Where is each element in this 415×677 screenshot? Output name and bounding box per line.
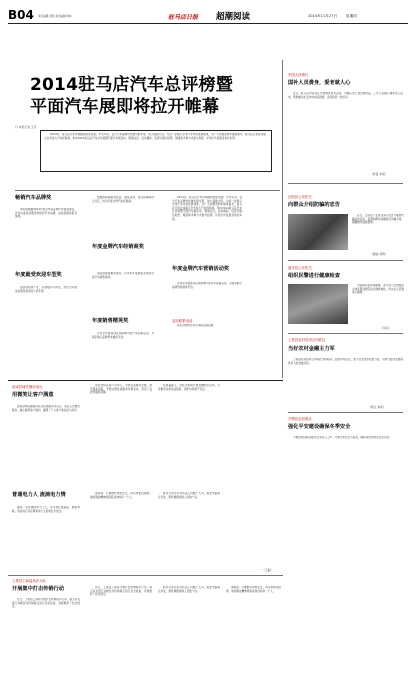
story-a-text xyxy=(12,405,80,485)
story2-photo xyxy=(288,214,348,250)
section-heading-4: 年度销售精英奖 xyxy=(92,318,129,324)
contact-line xyxy=(172,324,242,374)
story3-text xyxy=(352,284,404,324)
story1-text-p: 近日，驻马店市某社区开展敬老爱老活动，为辖区老人送去慰问品，工作人员耐心倾听老人需求，帮助解决生活中的实际困难，受到居民一致好评。 xyxy=(288,92,403,99)
contact-line-p: 报名咨询电话详见本报后续报道 xyxy=(177,324,214,327)
bottom-col-8 xyxy=(226,586,281,666)
story3-text-p: 为保障民警身体健康，遂平县公安局组织全体民警到医院进行健康体检，切实关心民警身心健康。 xyxy=(352,284,404,295)
story-a-kicker: 汝南县城关镇信用社 xyxy=(12,385,43,389)
right-rule-4 xyxy=(288,412,403,413)
story2-text xyxy=(352,214,404,250)
story4-text xyxy=(288,358,403,404)
bottom-col-5 xyxy=(158,492,220,572)
masthead-sub: 责任编辑 张明 美术编辑 韩伟 xyxy=(38,15,72,18)
story-c-kicker: 上蔡县工商局执法大队 xyxy=(12,579,46,583)
main-headline-line-1: 2014驻马店汽车总评榜暨 xyxy=(30,75,233,95)
story5-title: 强化平安建设确保冬季安全 xyxy=(288,424,351,430)
story5-text xyxy=(288,436,403,476)
story-b-title: 普通电力人 流淌电力情 xyxy=(12,492,66,498)
story4-text-p: 上蔡县农村信用合作联社坚持服务三农的市场定位，加大支农贷款投放力度，为地方经济发展提供有力的金融支持。 xyxy=(288,358,403,365)
column-2-text-b xyxy=(92,272,154,312)
bottom-col-2-p: 该社坚持以客户为中心，不断完善服务设施，规范服务流程，开展文明优质服务竞赛活动，营造了良好的服务氛围。 xyxy=(90,384,152,395)
section-text-1-p: 本奖项根据2014年度全市各品牌汽车销量排名，评选出最受消费者欢迎的汽车品牌，由各经销商报名参加。 xyxy=(15,208,77,219)
story-c-title: 开展集中打击传销行动 xyxy=(12,586,64,592)
byline: 口 本报记者 王冬 xyxy=(15,125,37,129)
right-sidebar-divider xyxy=(282,60,283,378)
bottom-col-3 xyxy=(158,384,220,484)
contact-label: 活动联系电话： xyxy=(172,319,196,323)
story1-text xyxy=(288,92,403,172)
story5-text-p: 平舆县农信联社强化安全保卫工作，开展冬季安全大检查，确保各营业网点安全运营。 xyxy=(293,436,392,439)
bottom-end-mark: （王磊） xyxy=(262,568,274,572)
date: 2014年11月27日 xyxy=(308,14,338,18)
bottom-col-4 xyxy=(90,492,152,572)
column-2-text-c xyxy=(92,332,154,377)
bottom-col-6 xyxy=(90,586,152,666)
column-3-text-b xyxy=(172,282,242,312)
story3-end: （李亚） xyxy=(380,326,392,330)
story-a-title: 用微笑让客户满意 xyxy=(12,392,54,398)
story3-title: 组织民警进行健康检查 xyxy=(288,273,340,279)
story2-end: （谢丽 刘明） xyxy=(370,252,388,256)
lead-divider xyxy=(15,190,280,191)
bottom-col-2 xyxy=(90,384,152,484)
story-b-text-p: 他是一名普通的电力工人，多年来扎根基层，默默奉献，用实际行动诠释着电力人的责任与担当。 xyxy=(12,506,80,513)
story3-kicker: 遂平县公安机关 xyxy=(288,266,312,270)
story-a-text-p: 汝南县城关镇信用社以优质服务为宗旨，营业人员微笑服务，耐心解答客户疑问，赢得了广大客户的信任与好评。 xyxy=(12,405,80,412)
column-3-text xyxy=(172,196,242,256)
bottom-col-6-p: 近日，上蔡县工商局开展打击传销集中行动，联合有关部门对辖区内传销窝点进行突击检查，有效维护了社会稳定。 xyxy=(90,586,152,597)
column-3-p: 2014年，驻马店汽车市场继续稳步发展。岁末年初，各大汽车品牌纷纷推出新车型，加大促销力度。为进一步展示全市汽车市场发展成果，为广大消费者购车提供参考，驻马店日报社将联合全市各大汽车经销商，举办2014驻马店汽车总评榜暨平面汽车展活动，敬请关注。活动期间，读者可通过报纸、网络等多种方式参与投票，评选出年度最受欢迎车型。 xyxy=(172,196,242,221)
column-2-p-b: 由各经销商推荐参评，评出本年度销售业绩突出的汽车销售顾问。 xyxy=(92,272,154,279)
brand-logo: 驻马店日报 xyxy=(168,14,199,21)
column-2-p-c: 评选全年最具创意和影响力的汽车营销活动，为商家展示品牌形象提供平台。 xyxy=(92,332,154,339)
column-2-text xyxy=(92,196,154,241)
section-text-2-p: 由读者投票产生，以票数多少排名，选出全年最受消费者欢迎的十款车型。 xyxy=(15,286,77,293)
section-text-2 xyxy=(15,286,77,378)
bottom-divider xyxy=(8,575,283,576)
bottom-col-3-p: 在此基础上，该社还积极开展金融知识宣传，引导群众远离非法集资，保护自身财产安全。 xyxy=(158,384,220,391)
bottom-col-5-p: 此次行动共出动执法人员数十人次，查处传销窝点多处，教育遣散传销人员数十名。 xyxy=(158,492,220,499)
story4-kicker: 上蔡县农村信用合作联社 xyxy=(288,338,326,342)
column-2-p: 根据经销商服务质量、销售业绩、售后保障等综合评定，选出年度优秀汽车经销商。 xyxy=(92,196,154,203)
story1-kicker: 中国人民银行 xyxy=(288,73,309,77)
story4-end: （陈文 本报） xyxy=(368,405,386,409)
story-c-text-p: 近日，上蔡县工商局开展打击传销集中行动，联合有关部门对辖区内传销窝点进行突击检查，有效维护了社会稳定。 xyxy=(12,598,80,609)
story2-text-p: 近日，正阳县公安机关深入社区开展防诈骗宣传活动，民警向群众讲解常见诈骗手段，提醒群众提高警惕。 xyxy=(352,214,404,225)
bottom-col-4-p: 他常说：只要群众用电安全，再苦再累也值得。他的敬业精神感染着身边的每一个人。 xyxy=(90,492,152,499)
bottom-section-rule xyxy=(8,380,283,381)
right-rule-3 xyxy=(288,333,403,334)
main-headline-line-2: 平面汽车展即将拉开帷幕 xyxy=(30,97,220,117)
section-heading-1: 畅销汽车品牌奖 xyxy=(15,195,52,201)
bottom-col-7 xyxy=(158,586,220,666)
masthead xyxy=(8,8,408,22)
right-rule-2 xyxy=(288,260,403,261)
story2-title: 向群众介绍防骗的忠告 xyxy=(288,202,340,208)
column-3-p-b: 评选全年最具创意和影响力的汽车营销活动，为商家展示品牌形象提供平台。 xyxy=(172,282,242,289)
section-heading-2: 年度最受欢迎车型奖 xyxy=(15,272,62,278)
section-heading-5: 年度金牌汽车营销活动奖 xyxy=(172,266,230,272)
story4-title: 当好农村金融主力军 xyxy=(288,346,335,352)
weekday: 星期四 xyxy=(346,14,357,18)
section-heading-3: 年度金牌汽车经销商奖 xyxy=(92,244,144,250)
story1-title: 国补人员费身，爱老就人心 xyxy=(288,80,351,86)
lead-text: 2014年，驻马店汽车市场继续稳步发展。岁末年初，各大汽车品牌纷纷推出新车型，加大促销力度。为进一步展示全市汽车市场发展成果，为广大消费者购车提供参考，驻马店日报社将联合全市各大汽车经销商，举办2014驻马店汽车总评榜暨平面汽车展活动，敬请关注。活动期间，读者可通过报纸、网络等多种方式参与投票，评选出年度最受欢迎车型。 xyxy=(44,133,266,140)
story3-photo xyxy=(288,284,348,324)
story2-kicker: 正阳县公安机关 xyxy=(288,195,312,199)
page-number: B04 xyxy=(8,8,34,22)
section-text-1 xyxy=(15,208,77,268)
story1-end: （杨苗 本报） xyxy=(370,172,388,176)
right-rule-1 xyxy=(288,183,403,184)
masthead-rule xyxy=(8,23,408,24)
bottom-col-7-p: 此次行动共出动执法人员数十人次，查处传销窝点多处，教育遣散传销人员数十名。 xyxy=(158,586,220,593)
story-c-text xyxy=(12,598,80,668)
column-label: 超潮阅读 xyxy=(216,12,251,22)
bottom-col-8-p: 他常说：只要群众用电安全，再苦再累也值得。他的敬业精神感染着身边的每一个人。 xyxy=(226,586,281,593)
story5-kicker: 平舆县农信联社 xyxy=(288,417,312,421)
story-b-text xyxy=(12,506,80,572)
